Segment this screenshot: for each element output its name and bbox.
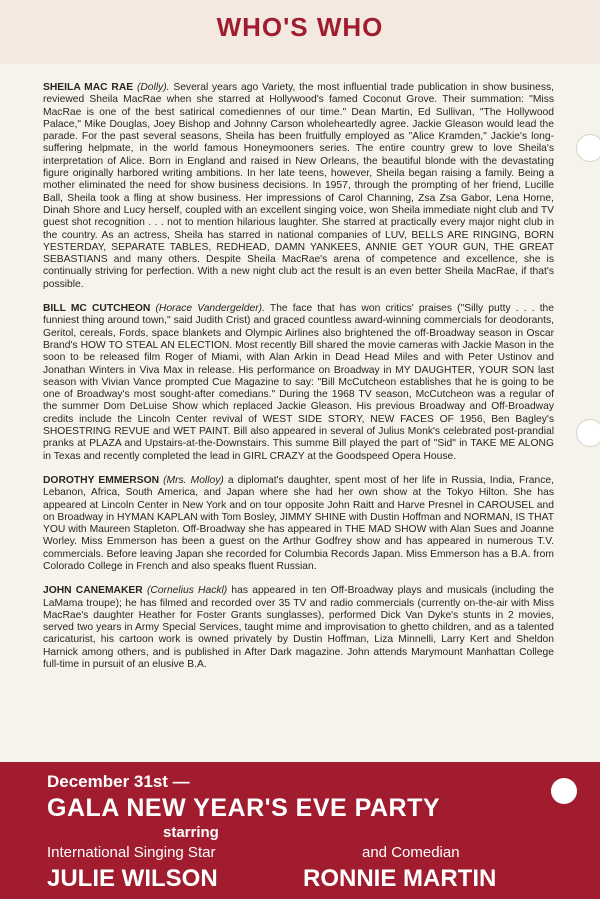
bios-section <box>43 82 554 683</box>
bio-sheila-macrae <box>43 82 554 291</box>
bio-dorothy-emmerson <box>43 475 554 573</box>
bio-name: BILL MC CUTCHEON <box>43 303 151 315</box>
starring-label: starring <box>163 824 219 841</box>
bio-role: (Mrs. Molloy) <box>163 474 224 486</box>
event-date: December 31st — <box>47 772 190 791</box>
performer-name-right: RONNIE MARTIN <box>303 865 497 892</box>
bio-text: has appeared in ten Off-Broadway plays and musicals (including the LaMama troupe); he has filmed and recorded over 35 TV and radio commercials (currently on-the-air with Miss MacRae's daughter Heather for Foster Grants sunglasses), performed Dick Van Dyke's stunts in 2 movies, served two years in Army Special Services, taught mime and improvisation to ghetto children, and as a talented caricaturist, his cartoon work is owned privately by Dustin Hoffman, Liza Minnelli, Larry Kert and Sheldon Harnick among others, and is published in After Dark magazine. John attends Marymount Manhattan College full-time in pursuit of an elusive B.A. <box>43 585 554 671</box>
bio-name: JOHN CANEMAKER <box>43 585 143 597</box>
page-title: WHO'S WHO <box>216 12 384 42</box>
bio-text: a diplomat's daughter, spent most of her life in Russia, India, France, Lebanon, Africa, South America, and Japan where she had her own show at the Tokyo Hilton. She has appeared at Lincoln Center in New York and on tour opposite John Raitt and Harve Presnel in CAROUSEL and on Broadway in HYMAN KAPLAN with Tom Bosley, JIMMY SHINE with Dustin Hoffman and NORMAN, IS THAT YOU with Maureen Stapleton. Off-Broadway she has appeared in THE MAD SHOW with Alan Sues and Joanne Worley. Miss Emmerson has been a guest on the Arthur Godfrey show and has appeared in numerous T.V. commercials. Before leaving Japan she recorded for Columbia Records Japan. Miss Emmerson has a B.A. from Colorado College in French and also speaks fluent Russian. <box>43 474 554 572</box>
event-banner <box>0 762 600 899</box>
page-header <box>0 0 600 64</box>
performer-intro-left: International Singing Star <box>47 844 216 861</box>
punch-hole <box>551 778 577 804</box>
bio-text: The face that has won critics' praises ("Silly putty . . . the funniest thing around town," said Judith Crist) and graced countless award-winning commercials for deodorants, Geritol, cereals, Fords, space blankets and Olympic Airlines also brightened the off-Broadway season in Oscar Brand's HOW TO STEAL AN ELECTION. Most recently Bill shared the movie cameras with Jackie Mason in the soon to be released film Roger of Miami, with Alan Arkin in Dead Head Miles and with Peter Ustinov and Jonathan Winters in Viva Max in release. His performance on Broadway in MY DAUGHTER, YOUR SON last season with Vivian Vance prompted Cue Magazine to say: "Bill McCutcheon establishes that he is going to be one of Broadway's most sought-after comedians." During the 1968 TV season, McCutcheon was a regular of the summer Dom DeLuise Show which replaced Jackie Gleason. His previous Broadway and Off-Broadway credits include the Lincoln Center revival of WEST SIDE STORY, NEW FACES OF 1956, Ben Bagley's SHOESTRING REVUE and WET PAINT. Bill also appeared in several of Julius Monk's celebrated post-prandial pranks at PLAZA and Upstairs-at-the-Downstairs. This summe Bill played the part of "Sid" in TAKE ME ALONG in Texas and recently completed the lead in GIRL CRAZY at the Goodspeed Opera House. <box>43 303 555 462</box>
bio-role: (Cornelius Hackl) <box>146 585 228 597</box>
bio-name: DOROTHY EMMERSON <box>43 474 160 486</box>
bio-bill-mccutcheon <box>43 303 554 463</box>
performer-intro-right: and Comedian <box>362 844 460 861</box>
event-title: GALA NEW YEAR'S EVE PARTY <box>47 794 441 822</box>
punch-hole <box>576 134 600 162</box>
bio-role: (Dolly). <box>136 82 170 93</box>
performer-name-left: JULIE WILSON <box>47 865 218 892</box>
punch-hole <box>576 419 600 447</box>
bio-text: Several years ago Variety, the most influential trade publication in show business, reviewed Sheila MacRae when she starred at Hollywood's famed Coconut Grove. Their summation: "Miss MacRae is one of the best satirical comediennes of our time." Dean Martin, Ed Sullivan, "The Hollywood Palace," Mike Douglas, Joey Bishop and Johnny Carson wholeheartedly agree. Jackie Gleason would lead the parade. For the past several seasons, Sheila has been fruitfully employed as "Alice Kramden," Jackie's long-suffering helpmate, in the world famous Honeymooners series. The entire country grew to love Sheila's interpretation of Alice. Born in England and raised in New Orleans, the beautiful blonde with the devastating figure originally harbored writing ambitions. In her late teens, however, Sheila began raising a family. Being a mother eliminated the need for show business decisions. In 1957, through the prompting of her friend, Lucille Ball, Sheila took a fling at show business. Her impressions of Carol Channing, Zsa Zsa Gabor, Lena Horne, Dinah Shore and Lucy herself, coupled with an excellent singing voice, won Sheila immediate night club and TV guest shot recognition . . . not to mention hilarious laughter. She starred at practically every major night club in the country. As an actress, Sheila has starred in national companies of LUV, BELLS ARE RINGING, BORN YESTERDAY, SEPARATE TABLES, REDHEAD, DAMN YANKEES, ANNIE GET YOUR GUN, THE GREAT SEBASTIANS and many others. Despite Sheila MacRae's arena of competence and excellence, she is continually striving for perfection. With a new night club act the result is an even better Sheila MacRae, if that's possible. <box>43 82 554 290</box>
bio-name: SHEILA MAC RAE <box>43 82 134 93</box>
bio-john-canemaker <box>43 585 554 671</box>
bio-role: (Horace Vandergelder). <box>155 303 265 315</box>
